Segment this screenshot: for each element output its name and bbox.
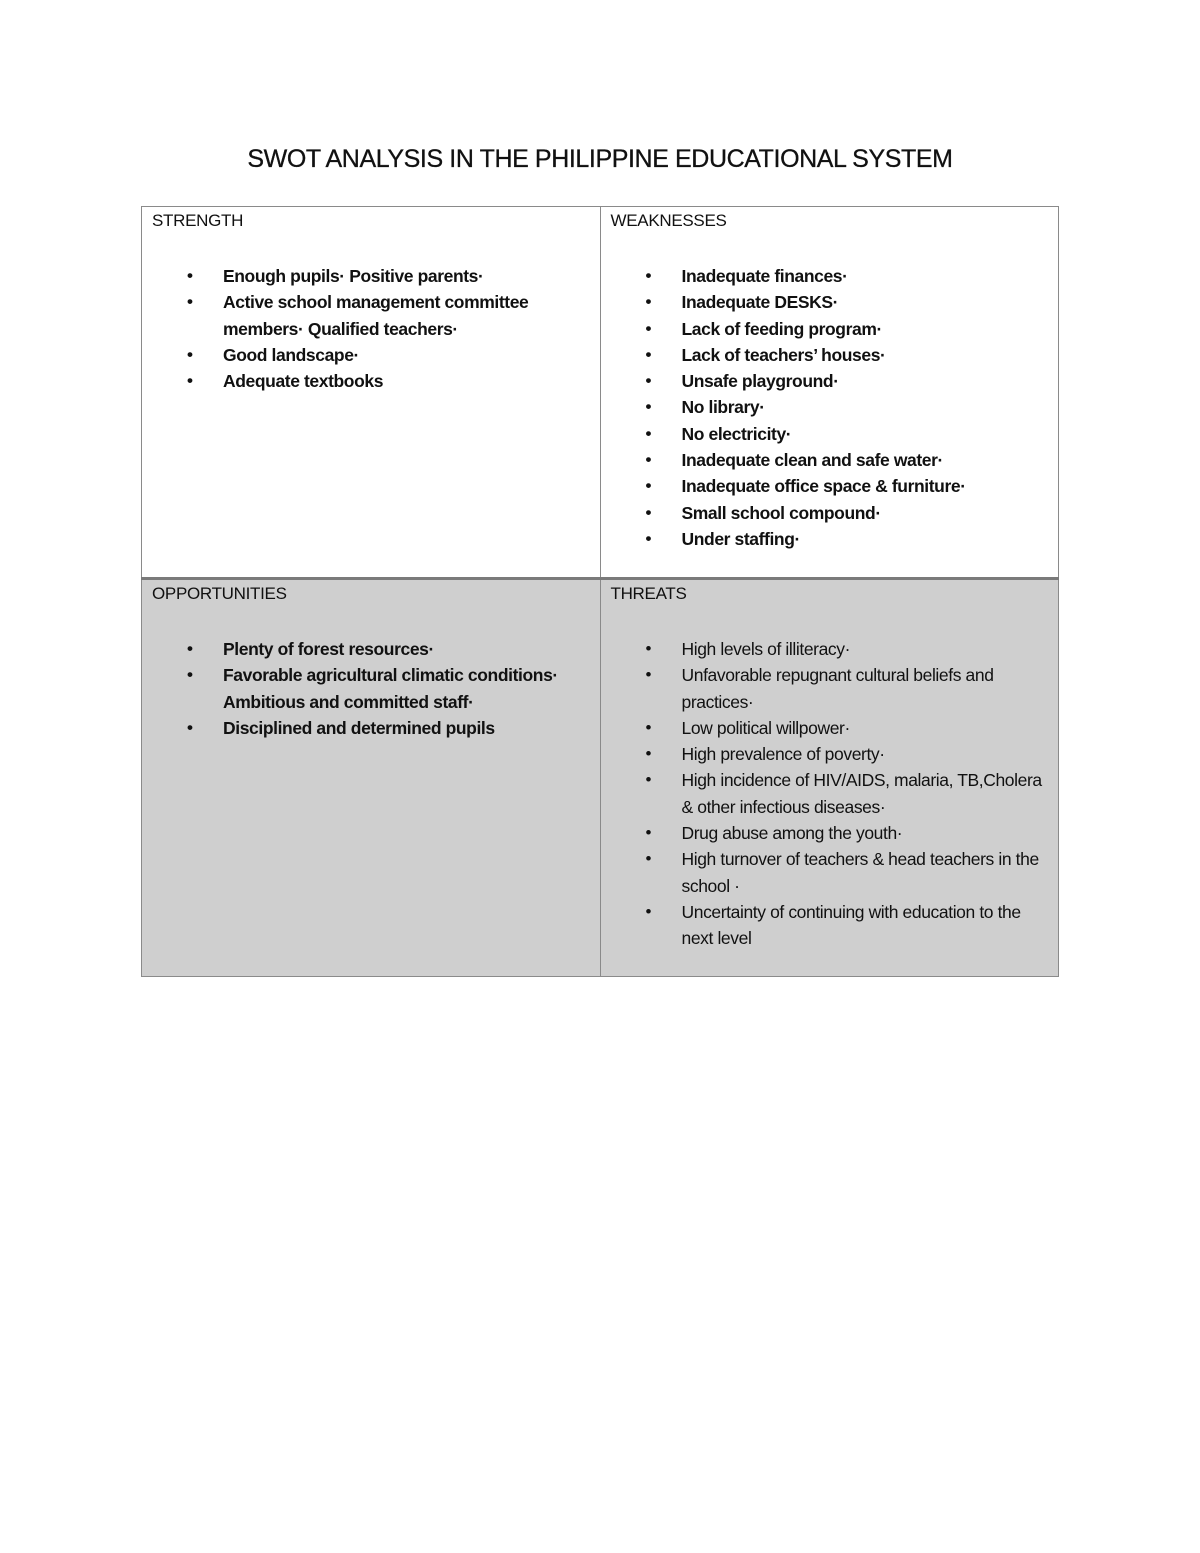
weakness-item: • Lack of teachers’ houses· bbox=[682, 342, 1049, 368]
threats-heading: THREATS bbox=[610, 584, 687, 603]
weakness-item: • No library· bbox=[682, 394, 1049, 420]
weakness-item: • Small school compound· bbox=[682, 500, 1049, 526]
opportunity-item: • Plenty of forest resources· bbox=[223, 636, 590, 662]
page-title: SWOT ANALYSIS IN THE PHILIPPINE EDUCATIONAL SYSTEM bbox=[247, 145, 953, 173]
threat-item: • High prevalence of poverty· bbox=[682, 741, 1049, 767]
strength-list bbox=[152, 263, 590, 394]
weakness-item: • Inadequate office space & furniture· bbox=[682, 473, 1049, 499]
strength-heading: STRENGTH bbox=[152, 211, 244, 230]
threat-item: • Unfavorable repugnant cultural beliefs and practices· bbox=[682, 662, 1049, 715]
strength-cell bbox=[142, 207, 601, 579]
opportunities-heading: OPPORTUNITIES bbox=[152, 584, 287, 603]
opportunity-item: • Favorable agricultural climatic conditions· Ambitious and committed staff· bbox=[223, 662, 590, 715]
swot-row-top bbox=[142, 207, 1059, 579]
weaknesses-list bbox=[611, 263, 1049, 552]
swot-table bbox=[141, 206, 1059, 977]
threat-item: • High incidence of HIV/AIDS, malaria, TB,Cholera & other infectious diseases· bbox=[682, 767, 1049, 820]
opportunities-list bbox=[152, 636, 590, 741]
opportunity-item: • Disciplined and determined pupils bbox=[223, 715, 590, 741]
strength-item: • Good landscape· bbox=[223, 342, 590, 368]
weakness-item: • Lack of feeding program· bbox=[682, 316, 1049, 342]
weakness-item: • Unsafe playground· bbox=[682, 368, 1049, 394]
weakness-item: • No electricity· bbox=[682, 421, 1049, 447]
swot-row-bottom bbox=[142, 579, 1059, 977]
weakness-item: • Inadequate DESKS· bbox=[682, 289, 1049, 315]
weakness-item: • Under staffing· bbox=[682, 526, 1049, 552]
threat-item: • Low political willpower· bbox=[682, 715, 1049, 741]
threat-item: • High levels of illiteracy· bbox=[682, 636, 1049, 662]
threat-item: • High turnover of teachers & head teachers in the school · bbox=[682, 846, 1049, 899]
strength-item: • Active school management committee members· Qualified teachers· bbox=[223, 289, 590, 342]
strength-item: • Enough pupils· Positive parents· bbox=[223, 263, 590, 289]
weaknesses-heading: WEAKNESSES bbox=[610, 211, 727, 230]
opportunities-cell bbox=[142, 579, 601, 977]
weakness-item: • Inadequate finances· bbox=[682, 263, 1049, 289]
threats-list bbox=[611, 636, 1049, 952]
weaknesses-cell bbox=[600, 207, 1059, 579]
threats-cell bbox=[600, 579, 1059, 977]
weakness-item: • Inadequate clean and safe water· bbox=[682, 447, 1049, 473]
strength-item: • Adequate textbooks bbox=[223, 368, 590, 394]
threat-item: • Uncertainty of continuing with education to the next level bbox=[682, 899, 1049, 952]
threat-item: • Drug abuse among the youth· bbox=[682, 820, 1049, 846]
